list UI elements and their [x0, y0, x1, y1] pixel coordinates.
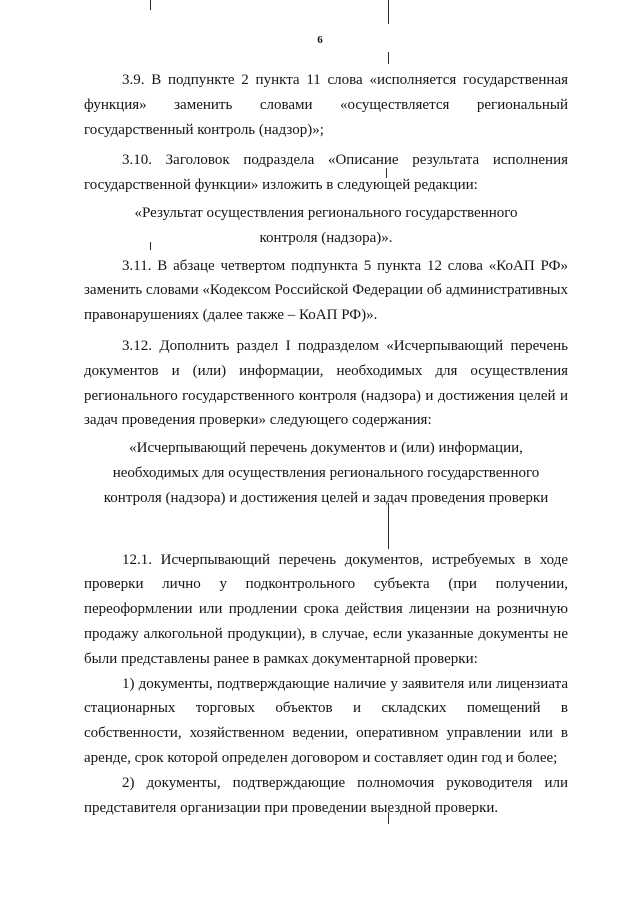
quote-line: необходимых для осуществления регионального государственного — [112, 464, 540, 481]
quote-3-12 — [84, 436, 568, 510]
document-body — [84, 68, 568, 820]
paragraph-12-1: 12.1. Исчерпывающий перечень документов, истребуемых в ходе проверки лично у подконтрольного субъекта (при получении, переоформлении или продлении срока действия лицензии на розничную продажу алкогольной продукции), в случае, если указанные документы не были представлены ранее в рамках документарной проверки: — [84, 551, 568, 667]
quote-line: контроля (надзора) и достижения целей и задач проведения проверки — [103, 489, 549, 506]
quote-line: «Результат осуществления регионального государственного — [134, 204, 518, 221]
scan-mark — [150, 0, 151, 10]
scan-mark — [388, 52, 389, 64]
paragraph-3-12: 3.12. Дополнить раздел I подразделом «Исчерпывающий перечень документов и (или) информации, необходимых для осуществления регионального государственного контроля (надзора) и достижения целей и задач проведения проверки» следующего содержания: — [84, 337, 568, 429]
paragraph-3-11: 3.11. В абзаце четвертом подпункта 5 пункта 12 слова «КоАП РФ» заменить словами «Кодексом Российской Федерации об административных правонарушениях (далее также – КоАП РФ)». — [84, 257, 568, 324]
quote-line: контроля (надзора)». — [259, 229, 393, 246]
paragraph-3-10: 3.10. Заголовок подраздела «Описание результата исполнения государственной функции» изложить в следующей редакции: — [84, 152, 568, 194]
list-item-2: 2) документы, подтверждающие полномочия руководителя или представителя организации при проведении выездной проверки. — [84, 774, 568, 816]
quote-line: «Исчерпывающий перечень документов и (или) информации, — [129, 440, 523, 457]
page-number: 6 — [317, 34, 323, 46]
list-item-1: 1) документы, подтверждающие наличие у заявителя или лицензиата стационарных торговых объектов и складских помещений в собственности, хозяйственном ведении, оперативном управлении или в аренде, срок которой определен договором и составляет один год и более; — [84, 675, 568, 766]
scan-mark — [388, 0, 389, 24]
quote-3-10 — [84, 201, 568, 251]
paragraph-3-9: 3.9. В подпункте 2 пункта 11 слова «исполняется государственная функция» заменить словами «осуществляется региональный государственный контроль (надзор)»; — [84, 72, 568, 138]
